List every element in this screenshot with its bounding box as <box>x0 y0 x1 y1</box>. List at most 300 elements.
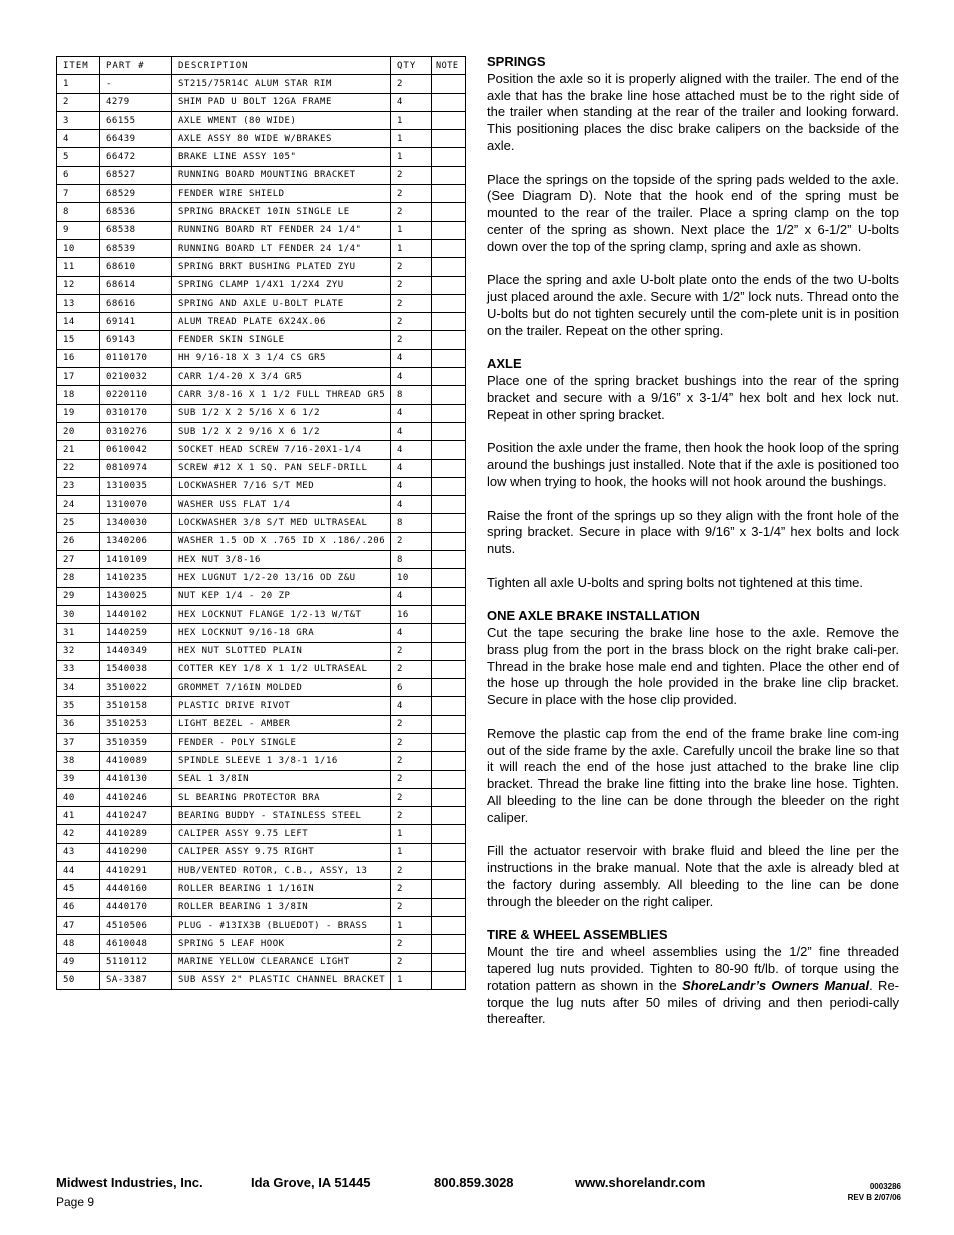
tire-heading: TIRE & WHEEL ASSEMBLIES <box>487 927 668 943</box>
cell-item: 40 <box>57 788 100 806</box>
cell-part-number: 4610048 <box>100 935 172 953</box>
cell-item: 22 <box>57 459 100 477</box>
cell-part-number: 0210032 <box>100 368 172 386</box>
cell-part-number: 68616 <box>100 294 172 312</box>
cell-part-number: 4410291 <box>100 862 172 880</box>
col-header-item: ITEM <box>57 57 100 75</box>
cell-note <box>432 331 466 349</box>
cell-qty: 4 <box>391 368 432 386</box>
cell-part-number: 1440102 <box>100 605 172 623</box>
cell-part-number: SA-3387 <box>100 971 172 989</box>
cell-note <box>432 569 466 587</box>
cell-qty: 2 <box>391 770 432 788</box>
cell-item: 34 <box>57 679 100 697</box>
cell-note <box>432 404 466 422</box>
cell-description: LOCKWASHER 7/16 S/T MED <box>172 477 391 495</box>
cell-description: COTTER KEY 1/8 X 1 1/2 ULTRASEAL <box>172 660 391 678</box>
cell-note <box>432 422 466 440</box>
cell-item: 20 <box>57 422 100 440</box>
table-row <box>57 93 466 111</box>
cell-qty: 4 <box>391 349 432 367</box>
footer-company: Midwest Industries, Inc. <box>56 1175 203 1190</box>
table-row <box>57 368 466 386</box>
tire-text-start: Mount the tire and wheel assemblies using the 1/2” fine threaded tapered lug nuts provided. Tighten to 80-90 ft/lb. of torque using the rotation pattern as shown in the <box>487 944 899 993</box>
cell-item: 28 <box>57 569 100 587</box>
brake-paragraph-1: Cut the tape securing the brake line hose to the axle. Remove the brass plug from the port in the brass block on the right brake cali-per. Thread in the brake hose male end and tighten. Place the other end of the hose up through the hole provided in the brake line clip bracket. Secure in place with the hose clip provided. <box>487 625 899 708</box>
cell-note <box>432 752 466 770</box>
cell-note <box>432 459 466 477</box>
cell-description: BEARING BUDDY - STAINLESS STEEL <box>172 807 391 825</box>
cell-item: 5 <box>57 148 100 166</box>
cell-part-number: 1410109 <box>100 551 172 569</box>
table-row <box>57 185 466 203</box>
cell-description: HEX LOCKNUT 9/16-18 GRA <box>172 624 391 642</box>
cell-qty: 2 <box>391 642 432 660</box>
cell-description: SCREW #12 X 1 SQ. PAN SELF-DRILL <box>172 459 391 477</box>
brake-paragraph-3: Fill the actuator reservoir with brake fluid and bleed the line per the instructions in the brake manual. Note that the axle is already bled at the factory during assembly. All bleeding to the line can be done through the bleeder on the right caliper. <box>487 843 899 909</box>
cell-qty: 4 <box>391 587 432 605</box>
cell-item: 31 <box>57 624 100 642</box>
cell-qty: 2 <box>391 258 432 276</box>
cell-description: ST215/75R14C ALUM STAR RIM <box>172 75 391 93</box>
cell-part-number: 69143 <box>100 331 172 349</box>
cell-description: CARR 1/4-20 X 3/4 GR5 <box>172 368 391 386</box>
cell-note <box>432 221 466 239</box>
cell-note <box>432 514 466 532</box>
cell-item: 9 <box>57 221 100 239</box>
cell-item: 49 <box>57 953 100 971</box>
table-row <box>57 862 466 880</box>
table-row <box>57 404 466 422</box>
cell-note <box>432 93 466 111</box>
cell-description: CALIPER ASSY 9.75 RIGHT <box>172 843 391 861</box>
cell-part-number: 1410235 <box>100 569 172 587</box>
table-row <box>57 441 466 459</box>
table-row <box>57 496 466 514</box>
cell-description: PLASTIC DRIVE RIVOT <box>172 697 391 715</box>
cell-item: 26 <box>57 532 100 550</box>
cell-note <box>432 605 466 623</box>
cell-item: 27 <box>57 551 100 569</box>
footer-city: Ida Grove, IA 51445 <box>251 1175 371 1190</box>
col-header-qty: QTY <box>391 57 432 75</box>
cell-description: SEAL 1 3/8IN <box>172 770 391 788</box>
cell-description: ROLLER BEARING 1 3/8IN <box>172 898 391 916</box>
table-row <box>57 422 466 440</box>
cell-description: SPRING BRACKET 10IN SINGLE LE <box>172 203 391 221</box>
cell-description: SOCKET HEAD SCREW 7/16-20X1-1/4 <box>172 441 391 459</box>
cell-qty: 4 <box>391 422 432 440</box>
cell-note <box>432 239 466 257</box>
table-row <box>57 605 466 623</box>
cell-part-number: 3510022 <box>100 679 172 697</box>
cell-item: 30 <box>57 605 100 623</box>
cell-part-number: 1440349 <box>100 642 172 660</box>
cell-description: RUNNING BOARD MOUNTING BRACKET <box>172 166 391 184</box>
cell-qty: 1 <box>391 971 432 989</box>
cell-note <box>432 880 466 898</box>
table-row <box>57 679 466 697</box>
cell-qty: 1 <box>391 843 432 861</box>
table-row <box>57 258 466 276</box>
cell-item: 37 <box>57 733 100 751</box>
cell-part-number: 66439 <box>100 130 172 148</box>
parts-table-body <box>57 75 466 990</box>
cell-item: 16 <box>57 349 100 367</box>
table-row <box>57 788 466 806</box>
cell-description: HH 9/16-18 X 3 1/4 CS GR5 <box>172 349 391 367</box>
table-row <box>57 331 466 349</box>
cell-part-number: 4410089 <box>100 752 172 770</box>
table-row <box>57 935 466 953</box>
cell-description: RUNNING BOARD RT FENDER 24 1/4" <box>172 221 391 239</box>
cell-item: 8 <box>57 203 100 221</box>
cell-item: 43 <box>57 843 100 861</box>
cell-description: SHIM PAD U BOLT 12GA FRAME <box>172 93 391 111</box>
cell-item: 48 <box>57 935 100 953</box>
cell-part-number: 69141 <box>100 313 172 331</box>
cell-description: SPINDLE SLEEVE 1 3/8-1 1/16 <box>172 752 391 770</box>
cell-part-number: - <box>100 75 172 93</box>
cell-note <box>432 258 466 276</box>
cell-part-number: 4410290 <box>100 843 172 861</box>
table-row <box>57 971 466 989</box>
cell-qty: 4 <box>391 477 432 495</box>
cell-note <box>432 788 466 806</box>
cell-note <box>432 349 466 367</box>
cell-qty: 4 <box>391 496 432 514</box>
cell-qty: 2 <box>391 733 432 751</box>
cell-note <box>432 862 466 880</box>
table-row <box>57 111 466 129</box>
cell-item: 14 <box>57 313 100 331</box>
cell-item: 18 <box>57 386 100 404</box>
axle-paragraph-2: Position the axle under the frame, then hook the hook loop of the spring around the bushings just installed. Note that if the axle is positioned too low when trying to hook, the hooks will not hook around the bushings. <box>487 440 899 489</box>
cell-description: PLUG - #13IX3B (BLUEDOT) - BRASS <box>172 916 391 934</box>
axle-paragraph-3: Raise the front of the springs up so they align with the front hole of the spring bracket. Secure in place with 9/16” x 3-1/4” hex bolts and lock nuts. <box>487 507 899 557</box>
cell-note <box>432 294 466 312</box>
cell-part-number: 1310070 <box>100 496 172 514</box>
doc-info <box>848 1181 901 1203</box>
cell-note <box>432 111 466 129</box>
springs-heading: SPRINGS <box>487 54 546 69</box>
cell-description: HEX LUGNUT 1/2-20 13/16 OD Z&U <box>172 569 391 587</box>
cell-item: 47 <box>57 916 100 934</box>
cell-description: HEX NUT SLOTTED PLAIN <box>172 642 391 660</box>
table-row <box>57 166 466 184</box>
cell-item: 44 <box>57 862 100 880</box>
springs-paragraph-1: Position the axle so it is properly aligned with the trailer. The end of the axle that has the brake line hose attached must be to the right side of the trailer when standing at the rear of the trailer and looking forward. This positioning places the disc brake calipers on the backside of the axle. <box>487 70 899 153</box>
cell-part-number: 0310170 <box>100 404 172 422</box>
col-header-part: PART # <box>100 57 172 75</box>
table-row <box>57 294 466 312</box>
cell-qty: 2 <box>391 276 432 294</box>
cell-note <box>432 770 466 788</box>
cell-part-number: 4510506 <box>100 916 172 934</box>
table-row <box>57 825 466 843</box>
cell-note <box>432 733 466 751</box>
cell-note <box>432 532 466 550</box>
cell-item: 45 <box>57 880 100 898</box>
cell-item: 50 <box>57 971 100 989</box>
table-row <box>57 221 466 239</box>
cell-part-number: 0610042 <box>100 441 172 459</box>
axle-paragraph-4: Tighten all axle U-bolts and spring bolts not tightened at this time. <box>487 574 864 590</box>
cell-note <box>432 807 466 825</box>
cell-qty: 1 <box>391 825 432 843</box>
cell-part-number: 66155 <box>100 111 172 129</box>
cell-qty: 2 <box>391 788 432 806</box>
cell-item: 4 <box>57 130 100 148</box>
col-header-note: NOTE <box>432 57 466 75</box>
cell-qty: 2 <box>391 880 432 898</box>
footer-phone: 800.859.3028 <box>434 1175 514 1190</box>
cell-qty: 8 <box>391 386 432 404</box>
cell-note <box>432 715 466 733</box>
cell-description: MARINE YELLOW CLEARANCE LIGHT <box>172 953 391 971</box>
table-row <box>57 752 466 770</box>
cell-note <box>432 660 466 678</box>
cell-note <box>432 898 466 916</box>
cell-qty: 1 <box>391 130 432 148</box>
cell-description: SPRING 5 LEAF HOOK <box>172 935 391 953</box>
cell-note <box>432 313 466 331</box>
cell-note <box>432 953 466 971</box>
cell-item: 21 <box>57 441 100 459</box>
cell-item: 12 <box>57 276 100 294</box>
brake-paragraph-2: Remove the plastic cap from the end of the frame brake line com-ing out of the side frame by the axle. Carefully uncoil the brake line so that it will reach the end of the hose just attached to the brake line clip bracket. Thread the brake line fitting into the brake line hose. Tighten. All bleeding to the line can be done through the bleeder on the right caliper. <box>487 725 899 825</box>
table-row <box>57 459 466 477</box>
page-footer <box>56 1175 901 1215</box>
cell-description: SUB 1/2 X 2 5/16 X 6 1/2 <box>172 404 391 422</box>
cell-note <box>432 971 466 989</box>
cell-qty: 4 <box>391 697 432 715</box>
axle-paragraph-1: Place one of the spring bracket bushings into the rear of the spring bracket and secure with a 9/16” x 3-1/4” hex bolt and hex lock nut. Repeat in other spring bracket. <box>487 373 899 422</box>
cell-note <box>432 276 466 294</box>
cell-note <box>432 825 466 843</box>
cell-item: 33 <box>57 660 100 678</box>
cell-item: 36 <box>57 715 100 733</box>
table-row <box>57 130 466 148</box>
cell-description: FENDER WIRE SHIELD <box>172 185 391 203</box>
cell-note <box>432 185 466 203</box>
cell-description: LIGHT BEZEL - AMBER <box>172 715 391 733</box>
table-row <box>57 733 466 751</box>
cell-description: CALIPER ASSY 9.75 LEFT <box>172 825 391 843</box>
table-row <box>57 642 466 660</box>
cell-description: SPRING AND AXLE U-BOLT PLATE <box>172 294 391 312</box>
instructions-column <box>487 54 899 1045</box>
cell-description: FENDER SKIN SINGLE <box>172 331 391 349</box>
cell-qty: 1 <box>391 221 432 239</box>
cell-qty: 2 <box>391 313 432 331</box>
cell-qty: 2 <box>391 752 432 770</box>
cell-part-number: 0810974 <box>100 459 172 477</box>
cell-note <box>432 75 466 93</box>
cell-part-number: 0110170 <box>100 349 172 367</box>
cell-part-number: 1430025 <box>100 587 172 605</box>
cell-item: 11 <box>57 258 100 276</box>
cell-qty: 2 <box>391 294 432 312</box>
cell-qty: 10 <box>391 569 432 587</box>
brake-heading: ONE AXLE BRAKE INSTALLATION <box>487 608 700 624</box>
cell-part-number: 68529 <box>100 185 172 203</box>
cell-description: GROMMET 7/16IN MOLDED <box>172 679 391 697</box>
cell-qty: 8 <box>391 551 432 569</box>
cell-description: FENDER - POLY SINGLE <box>172 733 391 751</box>
cell-description: RUNNING BOARD LT FENDER 24 1/4" <box>172 239 391 257</box>
table-row <box>57 898 466 916</box>
owners-manual-title: ShoreLandr’s Owners Manual <box>682 977 870 993</box>
cell-qty: 2 <box>391 331 432 349</box>
cell-description: ALUM TREAD PLATE 6X24X.06 <box>172 313 391 331</box>
cell-description: NUT KEP 1/4 - 20 ZP <box>172 587 391 605</box>
table-row <box>57 514 466 532</box>
cell-description: HEX LOCKNUT FLANGE 1/2-13 W/T&T <box>172 605 391 623</box>
cell-item: 39 <box>57 770 100 788</box>
cell-part-number: 5110112 <box>100 953 172 971</box>
table-row <box>57 953 466 971</box>
cell-item: 24 <box>57 496 100 514</box>
footer-website: www.shorelandr.com <box>575 1175 706 1190</box>
doc-number: 0003286 <box>869 1182 901 1191</box>
cell-part-number: 4279 <box>100 93 172 111</box>
cell-qty: 2 <box>391 953 432 971</box>
cell-description: CARR 3/8-16 X 1 1/2 FULL THREAD GR5 <box>172 386 391 404</box>
cell-qty: 2 <box>391 660 432 678</box>
table-row <box>57 624 466 642</box>
cell-description: AXLE WMENT (80 WIDE) <box>172 111 391 129</box>
cell-part-number: 4410247 <box>100 807 172 825</box>
table-row <box>57 715 466 733</box>
table-row <box>57 770 466 788</box>
springs-paragraph-2: Place the springs on the topside of the spring pads welded to the axle. (See Diagram D). Note that the hook end of the spring must be mounted to the rear of the trailer. Place a spring clamp on the top center of the spring as shown. Next place the 1/2” x 6-1/2” U-bolts down over the top of the spring clamp, spring and axle as shown. <box>487 171 899 254</box>
cell-part-number: 0220110 <box>100 386 172 404</box>
cell-note <box>432 697 466 715</box>
table-row <box>57 587 466 605</box>
cell-item: 41 <box>57 807 100 825</box>
cell-item: 29 <box>57 587 100 605</box>
cell-part-number: 68539 <box>100 239 172 257</box>
cell-item: 6 <box>57 166 100 184</box>
cell-item: 2 <box>57 93 100 111</box>
cell-note <box>432 166 466 184</box>
cell-note <box>432 551 466 569</box>
cell-qty: 2 <box>391 862 432 880</box>
cell-part-number: 1340206 <box>100 532 172 550</box>
table-row <box>57 386 466 404</box>
page-number: Page 9 <box>56 1195 95 1209</box>
cell-note <box>432 130 466 148</box>
cell-qty: 2 <box>391 185 432 203</box>
cell-qty: 4 <box>391 93 432 111</box>
cell-note <box>432 935 466 953</box>
cell-qty: 2 <box>391 935 432 953</box>
cell-part-number: 1310035 <box>100 477 172 495</box>
cell-note <box>432 203 466 221</box>
cell-description: WASHER USS FLAT 1/4 <box>172 496 391 514</box>
cell-item: 32 <box>57 642 100 660</box>
table-row <box>57 807 466 825</box>
cell-part-number: 0310276 <box>100 422 172 440</box>
cell-note <box>432 477 466 495</box>
cell-part-number: 3510359 <box>100 733 172 751</box>
cell-note <box>432 496 466 514</box>
cell-note <box>432 368 466 386</box>
cell-part-number: 68614 <box>100 276 172 294</box>
table-row <box>57 276 466 294</box>
cell-description: HEX NUT 3/8-16 <box>172 551 391 569</box>
parts-table-header <box>57 57 466 75</box>
cell-part-number: 1540038 <box>100 660 172 678</box>
cell-qty: 4 <box>391 624 432 642</box>
cell-item: 1 <box>57 75 100 93</box>
cell-item: 23 <box>57 477 100 495</box>
cell-qty: 8 <box>391 514 432 532</box>
doc-revision: REV B 2/07/06 <box>847 1193 901 1202</box>
cell-part-number: 4440170 <box>100 898 172 916</box>
table-row <box>57 148 466 166</box>
cell-part-number: 1440259 <box>100 624 172 642</box>
table-row <box>57 477 466 495</box>
table-row <box>57 843 466 861</box>
cell-part-number: 4410246 <box>100 788 172 806</box>
cell-item: 35 <box>57 697 100 715</box>
cell-description: SL BEARING PROTECTOR BRA <box>172 788 391 806</box>
cell-qty: 4 <box>391 459 432 477</box>
cell-item: 17 <box>57 368 100 386</box>
cell-description: ROLLER BEARING 1 1/16IN <box>172 880 391 898</box>
table-row <box>57 532 466 550</box>
cell-qty: 16 <box>391 605 432 623</box>
cell-note <box>432 916 466 934</box>
cell-qty: 2 <box>391 203 432 221</box>
cell-item: 7 <box>57 185 100 203</box>
cell-note <box>432 441 466 459</box>
tire-text-end: . Re-torque the lug nuts after 50 miles of driving and then periodi-cally thereafter. <box>487 977 900 1027</box>
cell-part-number: 3510253 <box>100 715 172 733</box>
cell-part-number: 4410130 <box>100 770 172 788</box>
cell-qty: 2 <box>391 532 432 550</box>
cell-part-number: 68610 <box>100 258 172 276</box>
cell-description: BRAKE LINE ASSY 105" <box>172 148 391 166</box>
cell-note <box>432 679 466 697</box>
axle-heading: AXLE <box>487 356 522 372</box>
cell-description: SUB ASSY 2" PLASTIC CHANNEL BRACKET <box>172 971 391 989</box>
table-row <box>57 203 466 221</box>
cell-item: 42 <box>57 825 100 843</box>
cell-part-number: 66472 <box>100 148 172 166</box>
cell-note <box>432 587 466 605</box>
cell-item: 38 <box>57 752 100 770</box>
tire-paragraph-1 <box>487 944 899 1028</box>
table-row <box>57 660 466 678</box>
table-row <box>57 349 466 367</box>
parts-table <box>56 56 466 990</box>
cell-description: SPRING CLAMP 1/4X1 1/2X4 ZYU <box>172 276 391 294</box>
cell-qty: 2 <box>391 807 432 825</box>
header-row <box>57 57 466 75</box>
table-row <box>57 916 466 934</box>
cell-qty: 4 <box>391 441 432 459</box>
cell-item: 15 <box>57 331 100 349</box>
cell-part-number: 3510158 <box>100 697 172 715</box>
cell-part-number: 68527 <box>100 166 172 184</box>
cell-qty: 1 <box>391 148 432 166</box>
cell-part-number: 1340030 <box>100 514 172 532</box>
table-row <box>57 313 466 331</box>
cell-item: 25 <box>57 514 100 532</box>
